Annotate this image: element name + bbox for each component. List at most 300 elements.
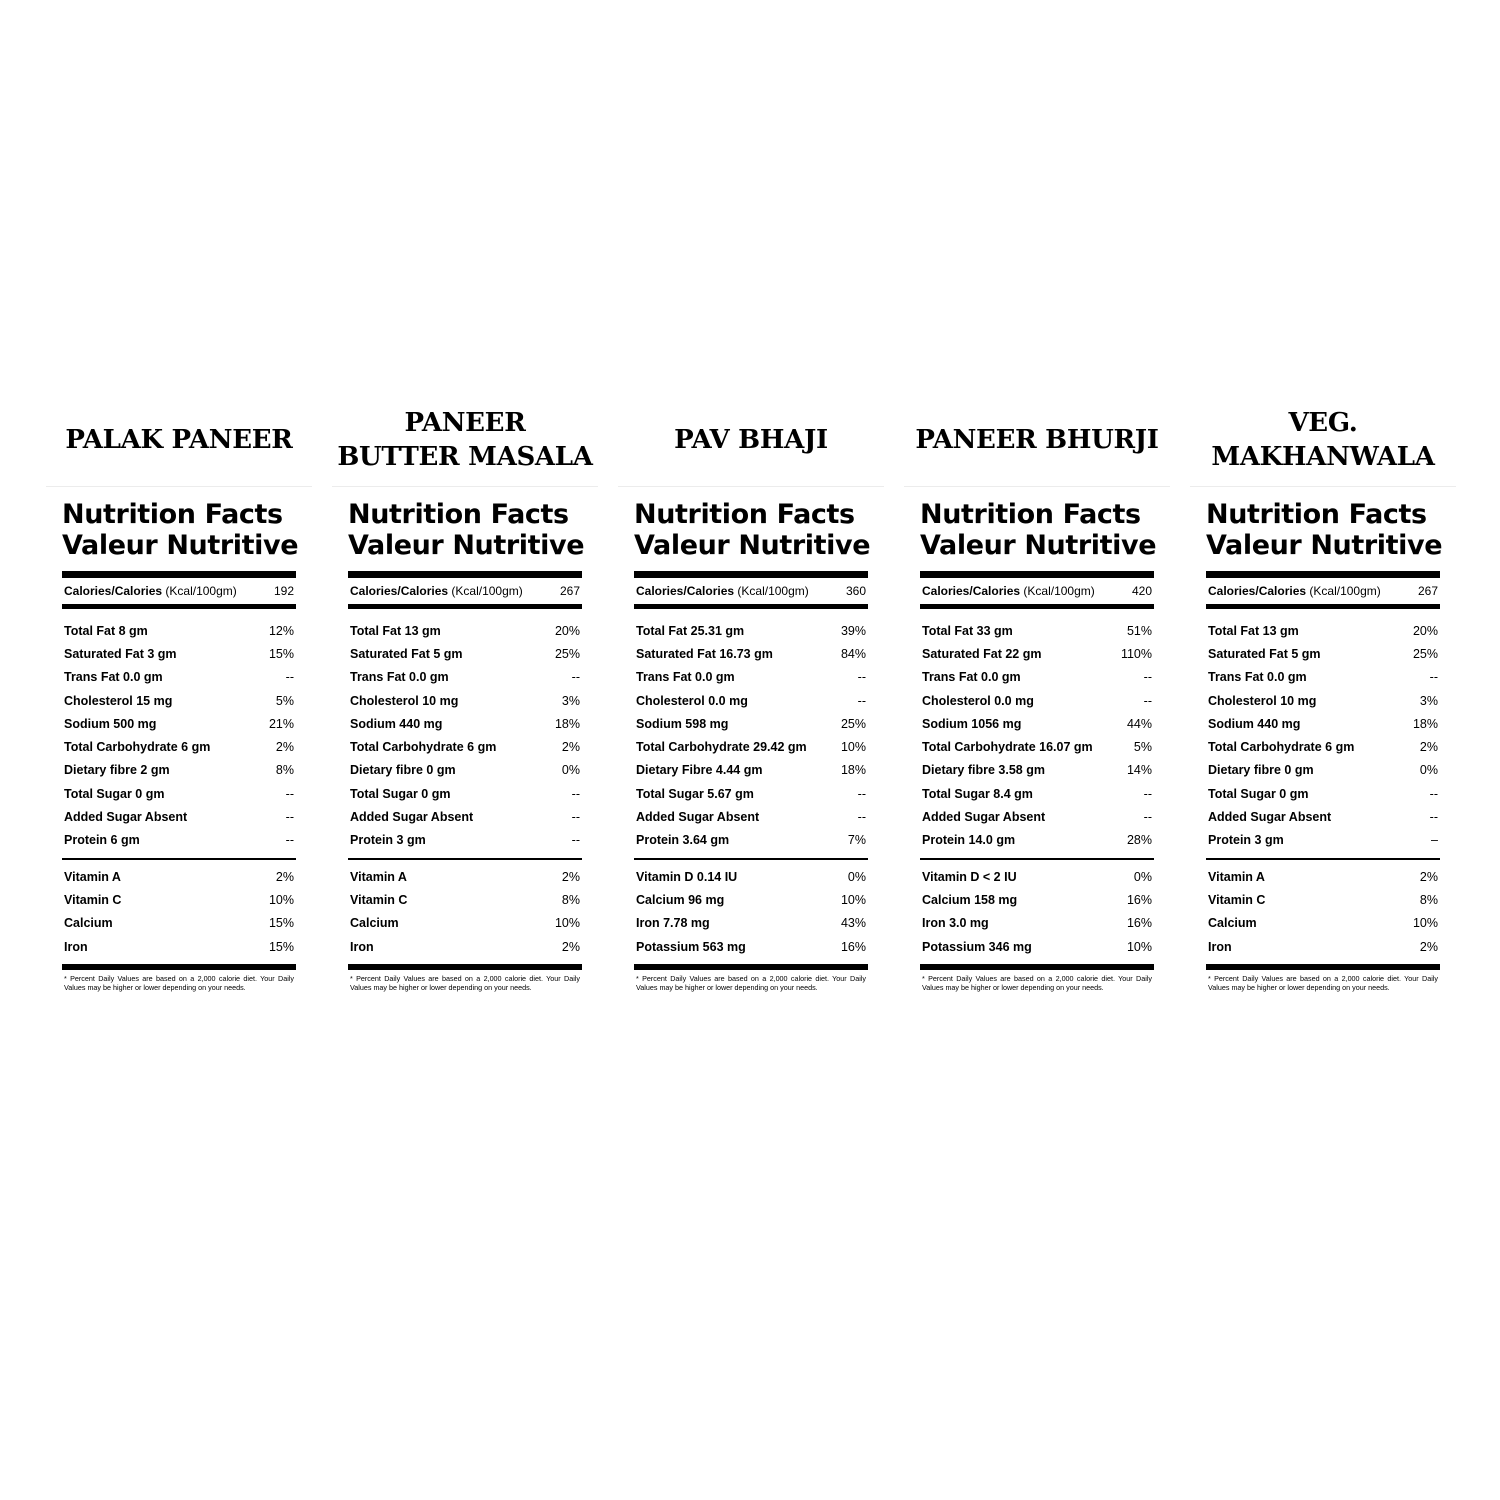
nutrient-list: [634, 619, 868, 852]
nutrition-facts-heading-en: Nutrition Facts: [920, 499, 1141, 530]
nutrient-daily-value: 2%: [1419, 740, 1438, 755]
calories-label: [922, 584, 1095, 598]
nutrient-list: [920, 619, 1154, 852]
nutrient-daily-value: 2%: [561, 740, 580, 755]
vitamin-row: [1206, 865, 1440, 888]
nutrient-daily-value: 51%: [1126, 623, 1152, 638]
nutrient-row: [348, 689, 582, 712]
vitamin-daily-value: 10%: [268, 892, 294, 907]
nutrient-daily-value: --: [1143, 693, 1152, 708]
calories-unit: (Kcal/100gm): [737, 584, 809, 598]
nutrient-label: Protein 3.64 gm: [636, 833, 730, 848]
daily-value-footnote: * Percent Daily Values are based on a 2,000 calorie diet. Your Daily Values may be higher or lower depending on your needs.: [350, 974, 580, 992]
nutrient-daily-value: 0%: [561, 763, 580, 778]
nutrition-facts-heading: [348, 499, 585, 561]
product-title: PANEER BHURJI: [915, 425, 1159, 455]
nutrient-row: [62, 666, 296, 689]
calories-row: [348, 578, 582, 604]
nutrition-facts-panel: [46, 499, 312, 992]
vitamin-list: [62, 865, 296, 958]
vitamin-daily-value: 10%: [1412, 916, 1438, 931]
thick-divider: [1206, 571, 1440, 578]
nutrient-label: Saturated Fat 5 gm: [1208, 646, 1321, 661]
vitamin-daily-value: 10%: [1126, 939, 1152, 954]
nutrient-daily-value: 110%: [1120, 646, 1152, 661]
calories-row: [920, 578, 1154, 604]
calories-value: 420: [1131, 584, 1152, 598]
nutrient-daily-value: 28%: [1126, 833, 1152, 848]
nutrient-row: [62, 689, 296, 712]
nutrient-daily-value: 3%: [561, 693, 580, 708]
nutrient-daily-value: --: [285, 833, 294, 848]
nutrient-row: [62, 782, 296, 805]
nutrition-facts-heading-en: Nutrition Facts: [634, 499, 855, 530]
calories-label-text: Calories/Calories: [1208, 584, 1307, 598]
nutrient-label: Total Sugar 0 gm: [64, 786, 165, 801]
vitamin-daily-value: 15%: [268, 916, 294, 931]
nutrient-label: Total Sugar 0 gm: [1208, 786, 1309, 801]
nutrient-daily-value: –: [1431, 833, 1438, 848]
vitamin-row: [920, 935, 1154, 958]
nutrient-label: Cholesterol 10 mg: [350, 693, 459, 708]
nutrient-label: Total Sugar 5.67 gm: [636, 786, 754, 801]
nutrient-row: [1206, 712, 1440, 735]
vitamin-row: [348, 912, 582, 935]
title-separator: [46, 486, 312, 487]
calories-unit: (Kcal/100gm): [1023, 584, 1095, 598]
thin-divider: [634, 858, 868, 860]
nutrient-daily-value: 21%: [268, 716, 294, 731]
vitamin-label: Iron: [350, 939, 374, 954]
nutrition-label-column: [1190, 395, 1456, 992]
nutrient-daily-value: 44%: [1126, 716, 1152, 731]
thick-divider: [920, 571, 1154, 578]
vitamin-row: [62, 865, 296, 888]
daily-value-footnote: * Percent Daily Values are based on a 2,000 calorie diet. Your Daily Values may be higher or lower depending on your needs.: [922, 974, 1152, 992]
daily-value-footnote: * Percent Daily Values are based on a 2,000 calorie diet. Your Daily Values may be higher or lower depending on your needs.: [636, 974, 866, 992]
nutrient-label: Dietary fibre 0 gm: [350, 763, 456, 778]
nutrient-label: Cholesterol 0.0 mg: [636, 693, 748, 708]
nutrient-daily-value: 18%: [1412, 716, 1438, 731]
nutrient-label: Added Sugar Absent: [922, 810, 1046, 825]
nutrition-facts-panel: [618, 499, 884, 992]
vitamin-daily-value: 2%: [1419, 869, 1438, 884]
title-separator: [904, 486, 1170, 487]
vitamin-row: [634, 912, 868, 935]
nutrient-daily-value: --: [1429, 786, 1438, 801]
nutrient-label: Total Fat 8 gm: [64, 623, 148, 638]
nutrient-daily-value: 18%: [554, 716, 580, 731]
calories-label-text: Calories/Calories: [350, 584, 449, 598]
medium-divider: [920, 604, 1154, 609]
nutrient-daily-value: --: [285, 810, 294, 825]
thin-divider: [62, 858, 296, 860]
vitamin-label: Potassium 346 mg: [922, 939, 1032, 954]
nutrition-facts-heading: [1206, 499, 1443, 561]
thin-divider: [348, 858, 582, 860]
nutrition-facts-heading-en: Nutrition Facts: [348, 499, 569, 530]
nutrient-row: [920, 735, 1154, 758]
vitamin-daily-value: 16%: [1126, 892, 1152, 907]
calories-unit: (Kcal/100gm): [165, 584, 237, 598]
nutrient-row: [348, 642, 582, 665]
nutrient-label: Sodium 440 mg: [1208, 716, 1301, 731]
nutrient-daily-value: --: [1143, 786, 1152, 801]
nutrient-label: Sodium 598 mg: [636, 716, 729, 731]
nutrient-label: Protein 3 gm: [350, 833, 426, 848]
vitamin-label: Iron 3.0 mg: [922, 916, 989, 931]
nutrient-row: [1206, 829, 1440, 852]
nutrient-row: [348, 805, 582, 828]
nutrient-daily-value: 15%: [268, 646, 294, 661]
nutrient-label: Cholesterol 10 mg: [1208, 693, 1317, 708]
nutrient-daily-value: --: [1429, 670, 1438, 685]
daily-value-footnote: * Percent Daily Values are based on a 2,000 calorie diet. Your Daily Values may be higher or lower depending on your needs.: [64, 974, 294, 992]
nutrient-daily-value: --: [857, 693, 866, 708]
footer-divider: [634, 964, 868, 970]
vitamin-label: Potassium 563 mg: [636, 939, 746, 954]
nutrient-list: [348, 619, 582, 852]
nutrient-daily-value: 12%: [268, 623, 294, 638]
nutrient-row: [920, 689, 1154, 712]
nutrient-label: Saturated Fat 3 gm: [64, 646, 177, 661]
product-title-wrap: [904, 395, 1170, 485]
nutrient-list: [1206, 619, 1440, 852]
nutrient-label: Saturated Fat 22 gm: [922, 646, 1042, 661]
nutrient-daily-value: 8%: [275, 763, 294, 778]
nutrient-label: Total Carbohydrate 6 gm: [350, 740, 497, 755]
nutrition-label-column: [46, 395, 312, 992]
thin-divider: [920, 858, 1154, 860]
title-separator: [618, 486, 884, 487]
vitamin-daily-value: 2%: [275, 869, 294, 884]
nutrition-facts-heading-fr: Valeur Nutritive: [634, 530, 871, 561]
nutrient-daily-value: 25%: [554, 646, 580, 661]
nutrient-label: Cholesterol 15 mg: [64, 693, 173, 708]
nutrient-daily-value: 18%: [840, 763, 866, 778]
nutrient-row: [348, 782, 582, 805]
nutrient-row: [1206, 805, 1440, 828]
vitamin-daily-value: 0%: [1133, 869, 1152, 884]
vitamin-row: [62, 935, 296, 958]
nutrient-list: [62, 619, 296, 852]
vitamin-row: [1206, 888, 1440, 911]
nutrient-label: Added Sugar Absent: [636, 810, 760, 825]
vitamin-label: Vitamin A: [350, 869, 407, 884]
vitamin-daily-value: 8%: [561, 892, 580, 907]
nutrient-label: Dietary fibre 0 gm: [1208, 763, 1314, 778]
nutrition-facts-panel: [1190, 499, 1456, 992]
vitamin-daily-value: 10%: [554, 916, 580, 931]
nutrient-label: Total Carbohydrate 6 gm: [1208, 740, 1355, 755]
nutrient-label: Trans Fat 0.0 gm: [636, 670, 735, 685]
vitamin-label: Vitamin A: [64, 869, 121, 884]
nutrient-label: Protein 6 gm: [64, 833, 140, 848]
nutrient-daily-value: 5%: [1133, 740, 1152, 755]
nutrient-row: [62, 712, 296, 735]
vitamin-daily-value: 16%: [840, 939, 866, 954]
vitamin-daily-value: 10%: [840, 892, 866, 907]
medium-divider: [1206, 604, 1440, 609]
product-title: VEG. MAKHANWALA: [1211, 408, 1435, 472]
nutrient-row: [348, 712, 582, 735]
vitamin-row: [920, 912, 1154, 935]
nutrient-label: Protein 3 gm: [1208, 833, 1284, 848]
nutrient-label: Trans Fat 0.0 gm: [922, 670, 1021, 685]
nutrient-row: [920, 619, 1154, 642]
calories-value: 360: [845, 584, 866, 598]
daily-value-footnote: * Percent Daily Values are based on a 2,000 calorie diet. Your Daily Values may be higher or lower depending on your needs.: [1208, 974, 1438, 992]
medium-divider: [62, 604, 296, 609]
nutrient-label: Trans Fat 0.0 gm: [64, 670, 163, 685]
vitamin-daily-value: 2%: [561, 869, 580, 884]
calories-row: [1206, 578, 1440, 604]
nutrient-daily-value: 7%: [847, 833, 866, 848]
nutrient-row: [1206, 689, 1440, 712]
footer-divider: [1206, 964, 1440, 970]
nutrient-daily-value: --: [571, 810, 580, 825]
calories-label: [64, 584, 237, 598]
vitamin-label: Calcium: [1208, 916, 1257, 931]
nutrient-row: [920, 805, 1154, 828]
nutrition-facts-heading: [62, 499, 299, 561]
calories-value: 267: [1417, 584, 1438, 598]
nutrient-row: [62, 829, 296, 852]
calories-value: 192: [273, 584, 294, 598]
nutrient-label: Total Carbohydrate 16.07 gm: [922, 740, 1093, 755]
nutrient-label: Dietary Fibre 4.44 gm: [636, 763, 763, 778]
product-title-wrap: [618, 395, 884, 485]
thick-divider: [62, 571, 296, 578]
nutrition-facts-heading-en: Nutrition Facts: [62, 499, 283, 530]
vitamin-row: [62, 888, 296, 911]
thick-divider: [348, 571, 582, 578]
nutrient-daily-value: 3%: [1419, 693, 1438, 708]
thick-divider: [634, 571, 868, 578]
nutrient-row: [62, 759, 296, 782]
vitamin-label: Vitamin C: [350, 892, 408, 907]
nutrient-row: [1206, 619, 1440, 642]
nutrient-row: [1206, 759, 1440, 782]
nutrient-row: [634, 759, 868, 782]
calories-unit: (Kcal/100gm): [451, 584, 523, 598]
nutrient-row: [62, 642, 296, 665]
vitamin-row: [634, 865, 868, 888]
nutrition-facts-heading-fr: Valeur Nutritive: [348, 530, 585, 561]
nutrient-daily-value: --: [571, 786, 580, 801]
calories-label: [636, 584, 809, 598]
nutrient-row: [634, 666, 868, 689]
nutrient-label: Total Fat 33 gm: [922, 623, 1013, 638]
nutrient-label: Total Sugar 0 gm: [350, 786, 451, 801]
vitamin-daily-value: 15%: [268, 939, 294, 954]
nutrient-daily-value: --: [285, 786, 294, 801]
vitamin-label: Vitamin A: [1208, 869, 1265, 884]
vitamin-daily-value: 43%: [840, 916, 866, 931]
nutrient-label: Dietary fibre 3.58 gm: [922, 763, 1045, 778]
vitamin-row: [634, 935, 868, 958]
nutrient-row: [920, 666, 1154, 689]
vitamin-list: [348, 865, 582, 958]
nutrition-facts-heading: [634, 499, 871, 561]
nutrient-label: Sodium 500 mg: [64, 716, 157, 731]
vitamin-list: [1206, 865, 1440, 958]
nutrient-daily-value: --: [1143, 670, 1152, 685]
vitamin-row: [348, 888, 582, 911]
nutrient-row: [920, 829, 1154, 852]
nutrient-daily-value: --: [857, 810, 866, 825]
footer-divider: [62, 964, 296, 970]
nutrient-daily-value: 5%: [275, 693, 294, 708]
product-title-wrap: [1190, 395, 1456, 485]
nutrient-label: Total Sugar 8.4 gm: [922, 786, 1033, 801]
medium-divider: [348, 604, 582, 609]
vitamin-daily-value: 2%: [1419, 939, 1438, 954]
nutrient-daily-value: 25%: [1412, 646, 1438, 661]
calories-label: [350, 584, 523, 598]
calories-unit: (Kcal/100gm): [1309, 584, 1381, 598]
vitamin-label: Iron: [1208, 939, 1232, 954]
nutrient-label: Dietary fibre 2 gm: [64, 763, 170, 778]
vitamin-label: Vitamin C: [64, 892, 122, 907]
nutrition-facts-heading: [920, 499, 1157, 561]
nutrient-daily-value: 14%: [1126, 763, 1152, 778]
nutrient-daily-value: 20%: [554, 623, 580, 638]
nutrient-daily-value: 10%: [840, 740, 866, 755]
medium-divider: [634, 604, 868, 609]
calories-label: [1208, 584, 1381, 598]
nutrient-row: [634, 735, 868, 758]
vitamin-label: Vitamin D 0.14 IU: [636, 869, 738, 884]
calories-value: 267: [559, 584, 580, 598]
vitamin-row: [920, 865, 1154, 888]
nutrient-label: Saturated Fat 5 gm: [350, 646, 463, 661]
nutrient-label: Total Carbohydrate 29.42 gm: [636, 740, 807, 755]
vitamin-row: [62, 912, 296, 935]
title-separator: [332, 486, 598, 487]
footer-divider: [348, 964, 582, 970]
vitamin-row: [1206, 912, 1440, 935]
vitamin-label: Calcium 158 mg: [922, 892, 1018, 907]
vitamin-list: [634, 865, 868, 958]
nutrient-daily-value: 84%: [840, 646, 866, 661]
nutrient-row: [920, 642, 1154, 665]
nutrient-row: [62, 805, 296, 828]
vitamin-daily-value: 2%: [561, 939, 580, 954]
vitamin-label: Vitamin D < 2 IU: [922, 869, 1017, 884]
vitamin-row: [348, 865, 582, 888]
nutrient-label: Total Carbohydrate 6 gm: [64, 740, 211, 755]
nutrient-label: Added Sugar Absent: [1208, 810, 1332, 825]
nutrient-label: Trans Fat 0.0 gm: [1208, 670, 1307, 685]
nutrient-label: Added Sugar Absent: [64, 810, 188, 825]
vitamin-row: [634, 888, 868, 911]
nutrient-row: [348, 759, 582, 782]
vitamin-row: [1206, 935, 1440, 958]
nutrient-daily-value: --: [857, 786, 866, 801]
nutrient-label: Total Fat 13 gm: [350, 623, 441, 638]
vitamin-daily-value: 0%: [847, 869, 866, 884]
nutrition-facts-heading-en: Nutrition Facts: [1206, 499, 1427, 530]
calories-row: [62, 578, 296, 604]
nutrition-facts-heading-fr: Valeur Nutritive: [920, 530, 1157, 561]
nutrient-row: [634, 619, 868, 642]
product-title: PANEER BUTTER MASALA: [337, 408, 593, 472]
nutrient-row: [920, 782, 1154, 805]
nutrient-label: Sodium 1056 mg: [922, 716, 1022, 731]
nutrient-label: Cholesterol 0.0 mg: [922, 693, 1034, 708]
nutrition-label-column: [332, 395, 598, 992]
vitamin-daily-value: 8%: [1419, 892, 1438, 907]
nutrient-row: [634, 782, 868, 805]
product-title-wrap: [332, 395, 598, 485]
vitamin-label: Iron: [64, 939, 88, 954]
nutrition-facts-panel: [904, 499, 1170, 992]
nutrient-daily-value: --: [571, 833, 580, 848]
vitamin-label: Iron 7.78 mg: [636, 916, 710, 931]
nutrient-label: Protein 14.0 gm: [922, 833, 1016, 848]
nutrition-facts-panel: [332, 499, 598, 992]
thin-divider: [1206, 858, 1440, 860]
vitamin-list: [920, 865, 1154, 958]
nutrient-row: [634, 642, 868, 665]
nutrient-daily-value: 39%: [840, 623, 866, 638]
nutrient-row: [62, 735, 296, 758]
vitamin-label: Calcium: [350, 916, 399, 931]
nutrient-label: Added Sugar Absent: [350, 810, 474, 825]
product-title: PAV BHAJI: [674, 425, 828, 455]
nutrient-daily-value: --: [857, 670, 866, 685]
nutrient-row: [348, 829, 582, 852]
nutrient-daily-value: --: [1143, 810, 1152, 825]
nutrient-label: Total Fat 25.31 gm: [636, 623, 745, 638]
nutrient-daily-value: --: [285, 670, 294, 685]
nutrient-row: [62, 619, 296, 642]
nutrient-label: Saturated Fat 16.73 gm: [636, 646, 773, 661]
nutrient-row: [1206, 782, 1440, 805]
nutrient-row: [634, 689, 868, 712]
nutrition-facts-heading-fr: Valeur Nutritive: [62, 530, 299, 561]
nutrient-row: [920, 712, 1154, 735]
vitamin-row: [348, 935, 582, 958]
nutrient-daily-value: 25%: [840, 716, 866, 731]
vitamin-label: Calcium: [64, 916, 113, 931]
nutrient-row: [348, 666, 582, 689]
nutrition-label-column: [904, 395, 1170, 992]
nutrient-row: [920, 759, 1154, 782]
nutrient-label: Total Fat 13 gm: [1208, 623, 1299, 638]
nutrient-daily-value: 20%: [1412, 623, 1438, 638]
nutrition-label-column: [618, 395, 884, 992]
calories-label-text: Calories/Calories: [64, 584, 163, 598]
nutrient-row: [348, 735, 582, 758]
product-title-wrap: [46, 395, 312, 485]
nutrient-daily-value: --: [1429, 810, 1438, 825]
vitamin-label: Vitamin C: [1208, 892, 1266, 907]
nutrient-daily-value: --: [571, 670, 580, 685]
calories-label-text: Calories/Calories: [636, 584, 735, 598]
nutrient-label: Trans Fat 0.0 gm: [350, 670, 449, 685]
nutrient-label: Sodium 440 mg: [350, 716, 443, 731]
nutrient-daily-value: 0%: [1419, 763, 1438, 778]
footer-divider: [920, 964, 1154, 970]
vitamin-label: Calcium 96 mg: [636, 892, 725, 907]
nutrient-daily-value: 2%: [275, 740, 294, 755]
product-title: PALAK PANEER: [65, 425, 293, 455]
vitamin-row: [920, 888, 1154, 911]
calories-label-text: Calories/Calories: [922, 584, 1021, 598]
nutrient-row: [634, 712, 868, 735]
